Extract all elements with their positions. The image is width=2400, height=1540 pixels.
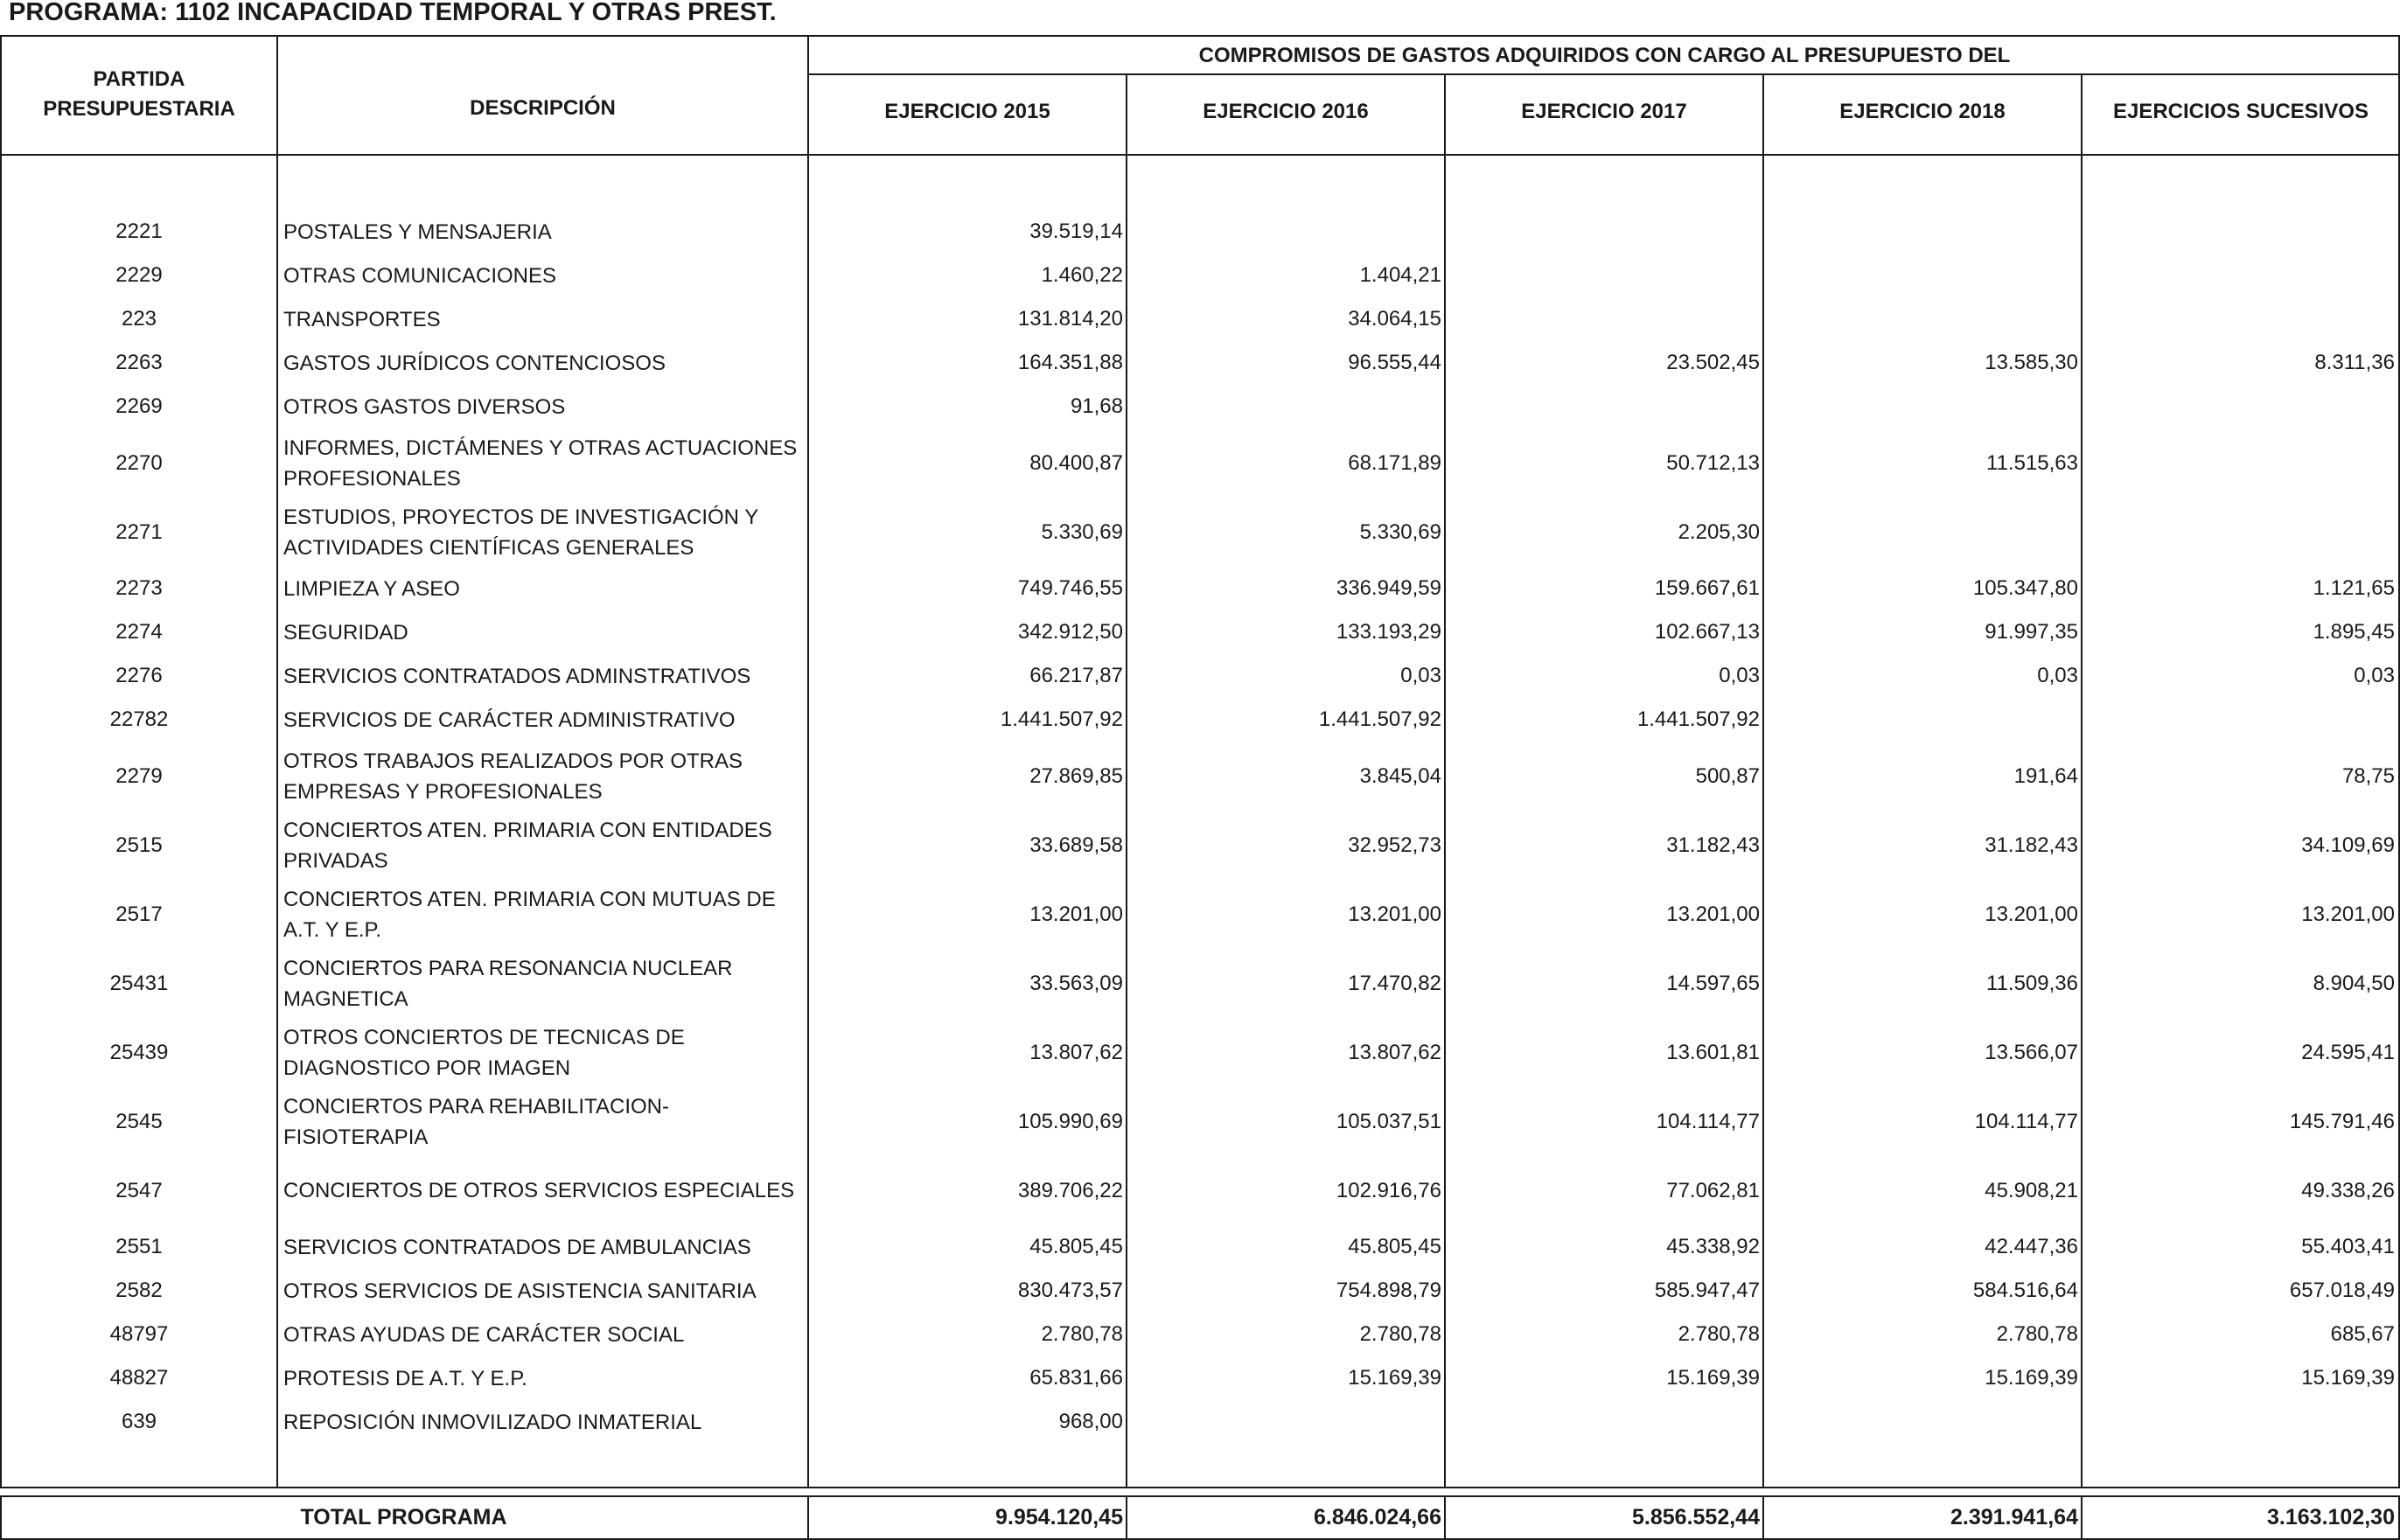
row-value-sucesivos: 78,75 <box>2341 763 2395 788</box>
row-value-2018 <box>1765 498 2078 567</box>
row-value-sucesivos: 657.018,49 <box>2289 1279 2395 1302</box>
row-code: 2276 <box>115 664 163 687</box>
table-row <box>0 1225 2400 1269</box>
row-value-2015: 39.519,14 <box>1029 220 1123 243</box>
table-row <box>0 1087 2400 1156</box>
row-value-2017: 2.780,78 <box>1678 1322 1760 1346</box>
row-value-2018 <box>1765 210 2078 254</box>
row-value-2015: 80.400,87 <box>1029 450 1123 475</box>
table-row <box>0 297 2400 341</box>
row-value-2015: 342.912,50 <box>1017 620 1123 644</box>
total-value-2015: 9.954.120,45 <box>995 1505 1123 1530</box>
row-value-2017: 102.667,13 <box>1654 620 1760 644</box>
row-value-2016 <box>1128 1400 1441 1444</box>
row-value-2015: 27.869,85 <box>1029 763 1123 788</box>
row-value-2018 <box>1765 698 2078 742</box>
table-row <box>0 698 2400 742</box>
row-value-2017 <box>1447 1400 1760 1444</box>
row-value-2016: 45.805,45 <box>1348 1235 1441 1258</box>
total-label: TOTAL PROGRAMA <box>300 1505 507 1530</box>
header-group-divider <box>807 73 2400 75</box>
row-desc: SERVICIOS DE CARÁCTER ADMINISTRATIVO <box>283 707 736 732</box>
row-value-2017 <box>1447 254 1760 297</box>
row-value-sucesivos: 24.595,41 <box>2301 1040 2395 1064</box>
row-value-2016: 3.845,04 <box>1359 763 1441 788</box>
row-desc: INFORMES, DICTÁMENES Y OTRAS ACTUACIONES PROFESIONALES <box>283 436 798 491</box>
row-value-2018: 31.182,43 <box>1985 833 2078 857</box>
row-value-sucesivos <box>2083 1400 2395 1444</box>
row-value-2015: 131.814,20 <box>1017 307 1123 331</box>
row-code: 48827 <box>109 1366 169 1390</box>
row-code: 22782 <box>109 707 169 731</box>
table-row <box>0 254 2400 297</box>
row-value-2016: 105.037,51 <box>1336 1109 1441 1133</box>
row-value-2016: 133.193,29 <box>1336 620 1441 644</box>
row-value-2015: 968,00 <box>1058 1410 1123 1433</box>
header-bottom-divider <box>0 154 2400 156</box>
row-value-sucesivos: 8.311,36 <box>2314 351 2395 374</box>
row-value-2015: 164.351,88 <box>1017 351 1123 374</box>
row-value-sucesivos: 13.201,00 <box>2301 902 2395 926</box>
header-year-2015: EJERCICIO 2015 <box>884 100 1050 123</box>
row-desc: REPOSICIÓN INMOVILIZADO INMATERIAL <box>283 1410 702 1434</box>
row-value-sucesivos: 1.895,45 <box>2313 620 2395 644</box>
row-desc: OTRAS AYUDAS DE CARÁCTER SOCIAL <box>283 1322 685 1347</box>
row-desc: OTROS SERVICIOS DE ASISTENCIA SANITARIA <box>283 1279 757 1303</box>
row-value-2016: 34.064,15 <box>1348 307 1441 331</box>
row-value-2015: 66.217,87 <box>1029 664 1123 687</box>
row-desc: OTROS TRABAJOS REALIZADOS POR OTRAS EMPRESAS Y PROFESIONALES <box>283 749 743 804</box>
row-value-sucesivos <box>2083 698 2395 742</box>
row-desc: PROTESIS DE A.T. Y E.P. <box>283 1366 527 1390</box>
row-value-2018: 105.347,80 <box>1972 576 2078 600</box>
header-descripcion: DESCRIPCIÓN <box>470 96 616 120</box>
row-code: 25439 <box>109 1040 169 1064</box>
row-value-2018: 91.997,35 <box>1985 620 2078 644</box>
row-code: 2551 <box>115 1235 163 1258</box>
row-value-2018 <box>1765 385 2078 429</box>
row-value-2017: 13.601,81 <box>1666 1040 1760 1064</box>
header-year-2017: EJERCICIO 2017 <box>1521 100 1687 123</box>
row-value-2017: 50.712,13 <box>1666 450 1760 475</box>
row-value-2015: 830.473,57 <box>1017 1279 1123 1302</box>
row-value-sucesivos: 145.791,46 <box>2289 1109 2395 1133</box>
row-value-2015: 105.990,69 <box>1017 1109 1123 1133</box>
row-code: 2271 <box>115 519 163 544</box>
row-desc: LIMPIEZA Y ASEO <box>283 576 460 601</box>
row-value-2017: 14.597,65 <box>1666 971 1760 995</box>
row-value-sucesivos <box>2083 498 2395 567</box>
total-value-2018: 2.391.941,64 <box>1950 1505 2078 1530</box>
table-row <box>0 341 2400 385</box>
row-value-2015: 91,68 <box>1070 394 1123 418</box>
row-code: 2515 <box>115 833 163 857</box>
row-desc: SERVICIOS CONTRATADOS DE AMBULANCIAS <box>283 1235 751 1259</box>
row-value-2018: 42.447,36 <box>1985 1235 2078 1258</box>
row-value-2016: 2.780,78 <box>1359 1322 1441 1346</box>
row-value-2017: 45.338,92 <box>1666 1235 1760 1258</box>
row-desc: GASTOS JURÍDICOS CONTENCIOSOS <box>283 351 666 375</box>
row-value-sucesivos: 15.169,39 <box>2301 1366 2395 1390</box>
row-value-2018: 13.585,30 <box>1985 351 2078 374</box>
header-partida: PARTIDA PRESUPUESTARIA <box>43 67 235 121</box>
row-value-sucesivos: 55.403,41 <box>2301 1235 2395 1258</box>
row-value-2017: 500,87 <box>1695 763 1760 788</box>
row-value-2018: 2.780,78 <box>1996 1322 2078 1346</box>
row-value-2018: 45.908,21 <box>1985 1178 2078 1202</box>
row-value-sucesivos <box>2083 297 2395 341</box>
row-code: 48797 <box>109 1322 169 1346</box>
table-row <box>0 880 2400 949</box>
row-value-2017: 77.062,81 <box>1666 1178 1760 1202</box>
row-value-2016 <box>1128 385 1441 429</box>
row-value-sucesivos: 49.338,26 <box>2301 1178 2395 1202</box>
row-value-2017: 1.441.507,92 <box>1636 707 1760 731</box>
row-value-2018: 104.114,77 <box>1974 1109 2078 1133</box>
row-value-sucesivos: 685,67 <box>2330 1322 2395 1346</box>
table-row <box>0 1269 2400 1313</box>
row-value-2018 <box>1765 1400 2078 1444</box>
row-value-2016: 68.171,89 <box>1348 450 1441 475</box>
row-value-2016: 102.916,76 <box>1336 1178 1441 1202</box>
table-row <box>0 210 2400 254</box>
total-row <box>0 1497 2400 1538</box>
row-desc: CONCIERTOS ATEN. PRIMARIA CON MUTUAS DE A.T. Y E.P. <box>283 887 776 942</box>
row-value-2018 <box>1765 297 2078 341</box>
row-value-2015: 1.460,22 <box>1041 263 1123 287</box>
row-value-sucesivos <box>2083 254 2395 297</box>
row-value-2017: 0,03 <box>1719 664 1760 687</box>
row-code: 2545 <box>115 1109 163 1133</box>
row-value-sucesivos <box>2083 429 2395 498</box>
row-desc: OTROS CONCIERTOS DE TECNICAS DE DIAGNOSTICO POR IMAGEN <box>283 1025 685 1080</box>
header-year-sucesivos: EJERCICIOS SUCESIVOS <box>2112 100 2369 123</box>
total-value-2016: 6.846.024,66 <box>1314 1505 1441 1530</box>
row-value-2017: 104.114,77 <box>1656 1109 1760 1133</box>
row-value-2016: 1.404,21 <box>1359 263 1441 287</box>
total-value-sucesivos: 3.163.102,30 <box>2267 1505 2395 1530</box>
table-row <box>0 949 2400 1018</box>
table-row <box>0 1400 2400 1444</box>
row-value-2016: 17.470,82 <box>1348 971 1441 995</box>
row-value-2018: 191,64 <box>2013 763 2078 788</box>
row-value-2017: 31.182,43 <box>1666 833 1760 857</box>
row-code: 2274 <box>115 620 163 644</box>
row-value-2015: 389.706,22 <box>1017 1178 1123 1202</box>
row-value-2016: 0,03 <box>1400 664 1441 687</box>
row-value-2016: 336.949,59 <box>1336 576 1441 600</box>
row-value-2015: 2.780,78 <box>1041 1322 1123 1346</box>
row-desc: CONCIERTOS ATEN. PRIMARIA CON ENTIDADES PRIVADAS <box>283 818 772 873</box>
row-desc: TRANSPORTES <box>283 307 441 331</box>
row-code: 2270 <box>115 450 163 475</box>
row-value-2017: 585.947,47 <box>1654 1279 1760 1302</box>
row-value-2015: 33.689,58 <box>1029 833 1123 857</box>
row-value-2015: 45.805,45 <box>1029 1235 1123 1258</box>
table-row <box>0 1156 2400 1225</box>
row-desc: CONCIERTOS PARA RESONANCIA NUCLEAR MAGNETICA <box>283 956 733 1011</box>
row-value-2018: 11.515,63 <box>1986 450 2078 475</box>
table-row <box>0 498 2400 567</box>
row-code: 223 <box>121 307 157 331</box>
table-row <box>0 742 2400 811</box>
table-row <box>0 567 2400 610</box>
table-row <box>0 811 2400 880</box>
row-value-2015: 1.441.507,92 <box>1000 707 1123 731</box>
row-code: 2279 <box>115 763 163 788</box>
row-value-2015: 33.563,09 <box>1029 971 1123 995</box>
row-code: 2547 <box>115 1178 163 1202</box>
row-value-2016: 754.898,79 <box>1336 1279 1441 1302</box>
row-code: 2263 <box>115 351 163 374</box>
table-row <box>0 385 2400 429</box>
row-value-2015: 65.831,66 <box>1029 1366 1123 1390</box>
table-row <box>0 429 2400 498</box>
row-code: 2273 <box>115 576 163 600</box>
row-desc: ESTUDIOS, PROYECTOS DE INVESTIGACIÓN Y ACTIVIDADES CIENTÍFICAS GENERALES <box>283 505 758 560</box>
table-row <box>0 654 2400 698</box>
row-value-sucesivos: 0,03 <box>2354 664 2395 687</box>
row-value-2015: 749.746,55 <box>1017 576 1123 600</box>
row-code: 2269 <box>115 394 163 418</box>
row-value-2018: 13.201,00 <box>1985 902 2078 926</box>
table-row <box>0 1018 2400 1087</box>
row-value-2018: 15.169,39 <box>1985 1366 2078 1390</box>
row-value-2017 <box>1447 297 1760 341</box>
row-value-2016 <box>1128 210 1441 254</box>
page-title: PROGRAMA: 1102 INCAPACIDAD TEMPORAL Y OTRAS PREST. <box>9 0 777 26</box>
row-desc: SERVICIOS CONTRATADOS ADMINSTRATIVOS <box>283 664 751 688</box>
row-value-sucesivos: 1.121,65 <box>2313 576 2395 600</box>
row-value-2018: 0,03 <box>2037 664 2078 687</box>
row-code: 2221 <box>115 220 163 243</box>
row-value-2016: 5.330,69 <box>1359 519 1441 544</box>
total-value-2017: 5.856.552,44 <box>1632 1505 1760 1530</box>
row-desc: OTROS GASTOS DIVERSOS <box>283 394 566 419</box>
header-group: COMPROMISOS DE GASTOS ADQUIRIDOS CON CARGO AL PRESUPUESTO DEL <box>1198 44 2011 67</box>
row-value-2018: 11.509,36 <box>1986 971 2078 995</box>
row-desc: POSTALES Y MENSAJERIA <box>283 220 552 244</box>
row-value-2017: 23.502,45 <box>1666 351 1760 374</box>
row-value-sucesivos <box>2083 210 2395 254</box>
row-desc: CONCIERTOS PARA REHABILITACION-FISIOTERAPIA <box>283 1094 669 1149</box>
row-code: 25431 <box>109 971 169 995</box>
row-value-2017: 159.667,61 <box>1654 576 1760 600</box>
row-desc: OTRAS COMUNICACIONES <box>283 263 557 288</box>
row-value-2015: 5.330,69 <box>1041 519 1123 544</box>
row-desc: CONCIERTOS DE OTROS SERVICIOS ESPECIALES <box>283 1179 795 1202</box>
table-row <box>0 1313 2400 1356</box>
row-value-2018 <box>1765 254 2078 297</box>
row-value-2018: 584.516,64 <box>1972 1279 2078 1302</box>
header-year-2016: EJERCICIO 2016 <box>1203 100 1369 123</box>
row-value-2016: 96.555,44 <box>1348 351 1441 374</box>
row-value-sucesivos <box>2083 385 2395 429</box>
row-value-sucesivos: 8.904,50 <box>2313 971 2395 995</box>
row-code: 2229 <box>115 263 163 287</box>
row-value-2016: 1.441.507,92 <box>1318 707 1441 731</box>
row-value-2015: 13.807,62 <box>1029 1040 1123 1064</box>
row-value-2015: 13.201,00 <box>1029 902 1123 926</box>
row-code: 2517 <box>115 902 163 926</box>
row-value-2016: 13.807,62 <box>1348 1040 1441 1064</box>
row-value-2017 <box>1447 210 1760 254</box>
row-code: 2582 <box>115 1279 163 1302</box>
row-value-2017: 15.169,39 <box>1666 1366 1760 1390</box>
row-value-sucesivos: 34.109,69 <box>2301 833 2395 857</box>
row-desc: SEGURIDAD <box>283 620 408 645</box>
row-value-2016: 15.169,39 <box>1348 1366 1441 1390</box>
table-row <box>0 610 2400 654</box>
row-value-2018: 13.566,07 <box>1985 1040 2078 1064</box>
row-value-2017: 2.205,30 <box>1678 519 1760 544</box>
row-code: 639 <box>121 1410 157 1433</box>
header-year-2018: EJERCICIO 2018 <box>1839 100 2006 123</box>
row-value-2017 <box>1447 385 1760 429</box>
row-value-2016: 32.952,73 <box>1348 833 1441 857</box>
table-row <box>0 1356 2400 1400</box>
row-value-2017: 13.201,00 <box>1666 902 1760 926</box>
row-value-2016: 13.201,00 <box>1348 902 1441 926</box>
